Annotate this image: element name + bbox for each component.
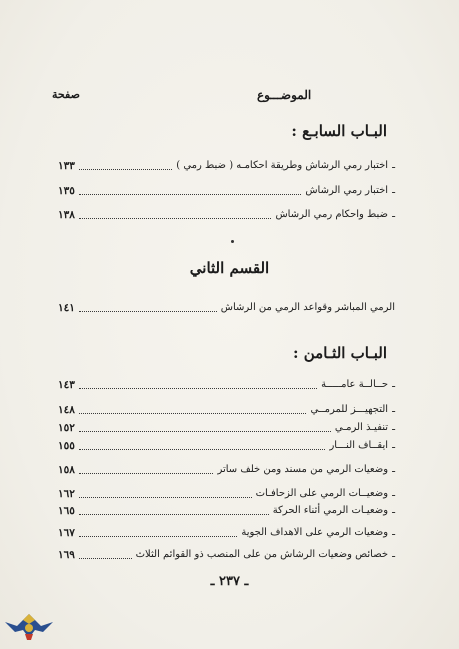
toc-entry xyxy=(58,420,395,436)
chapter-eight-title: البـاب الثـامن : xyxy=(292,344,387,362)
subject-column-heading: الموضـــوع xyxy=(257,88,312,102)
entry-page-number: ١٣٨ xyxy=(58,209,75,221)
leader-dots xyxy=(79,169,172,170)
leader-dots xyxy=(79,449,326,450)
leader-dots xyxy=(79,413,307,414)
entry-dash: ـ xyxy=(392,527,395,538)
entry-title: وضعيـات الرمي أثناء الحركة xyxy=(272,505,389,516)
page-number: ـ ٢٣٧ ـ xyxy=(210,574,249,589)
stray-dot xyxy=(231,240,234,243)
toc-entry xyxy=(58,300,395,316)
entry-dash: ـ xyxy=(392,505,395,516)
entry-title: ضبط واحكام رمي الرشاش xyxy=(275,209,389,220)
leader-dots xyxy=(79,311,217,312)
entry-dash: ـ xyxy=(392,440,395,451)
leader-dots xyxy=(79,431,331,432)
entry-title: وضعيات الرمي من مسند ومن خلف ساتر xyxy=(217,464,389,475)
leader-dots xyxy=(79,473,214,474)
eagle-emblem-icon xyxy=(3,608,55,648)
entry-title: التجهيـــز للمرمــي xyxy=(310,404,389,415)
entry-page-number: ١٣٣ xyxy=(58,160,75,172)
entry-title: وضعيــات الرمي على الزحافـات xyxy=(255,488,389,499)
entry-dash: ـ xyxy=(392,404,395,415)
entry-dash: ـ xyxy=(392,379,395,390)
entry-page-number: ١٤٣ xyxy=(58,379,75,391)
leader-dots xyxy=(79,388,317,389)
toc-entry xyxy=(58,462,395,478)
entry-title: حــالــة عامـــــة xyxy=(321,379,389,390)
entry-title: اختبار رمي الرشاش xyxy=(305,185,389,196)
entry-title: ايقــاف النـــار xyxy=(329,440,389,451)
entry-dash: ـ xyxy=(392,160,395,171)
entry-title: تنفيـذ الرمـي xyxy=(334,422,389,433)
entry-title: خصائص وضعيات الرشاش من على المنصب ذو القوائم الثلاث xyxy=(135,549,389,560)
entry-title: الرمي المباشر وقواعد الرمي من الرشاش xyxy=(220,302,395,313)
entry-dash: ـ xyxy=(392,185,395,196)
part-two-title: القسم الثاني xyxy=(189,259,270,277)
entry-page-number: ١٦٢ xyxy=(58,488,75,500)
toc-entry xyxy=(58,486,395,502)
leader-dots xyxy=(79,536,237,537)
page-column-heading: صفحة xyxy=(52,88,80,101)
entry-page-number: ١٦٧ xyxy=(58,527,75,539)
entry-page-number: ١٤١ xyxy=(58,302,75,314)
toc-entry xyxy=(58,207,395,223)
entry-title: وضعيات الرمي على الاهداف الجوية xyxy=(241,527,389,538)
entry-title: اختبار رمي الرشاش وطريقة احكامـه ( ضبط رمي ) xyxy=(176,160,389,171)
toc-entry xyxy=(58,377,395,393)
toc-entry xyxy=(58,525,395,541)
entry-page-number: ١٥٨ xyxy=(58,464,75,476)
leader-dots xyxy=(79,497,252,498)
leader-dots xyxy=(79,514,269,515)
entry-dash: ـ xyxy=(392,422,395,433)
leader-dots xyxy=(79,218,272,219)
leader-dots xyxy=(79,558,132,559)
toc-entry xyxy=(58,503,395,519)
toc-entry xyxy=(58,438,395,454)
toc-entry xyxy=(58,158,395,174)
entry-dash: ـ xyxy=(392,549,395,560)
toc-entry xyxy=(58,402,395,418)
entry-dash: ـ xyxy=(392,464,395,475)
entry-page-number: ١٤٨ xyxy=(58,404,75,416)
entry-page-number: ١٦٥ xyxy=(58,505,75,517)
toc-entry xyxy=(58,183,395,199)
entry-page-number: ١٣٥ xyxy=(58,185,75,197)
toc-entry xyxy=(58,547,395,563)
leader-dots xyxy=(79,194,301,195)
entry-page-number: ١٥٢ xyxy=(58,422,75,434)
entry-page-number: ١٥٥ xyxy=(58,440,75,452)
toc-header xyxy=(52,88,407,106)
entry-dash: ـ xyxy=(392,488,395,499)
entry-page-number: ١٦٩ xyxy=(58,549,75,561)
entry-dash: ـ xyxy=(392,209,395,220)
chapter-seven-title: البـاب السابـع : xyxy=(291,122,387,140)
